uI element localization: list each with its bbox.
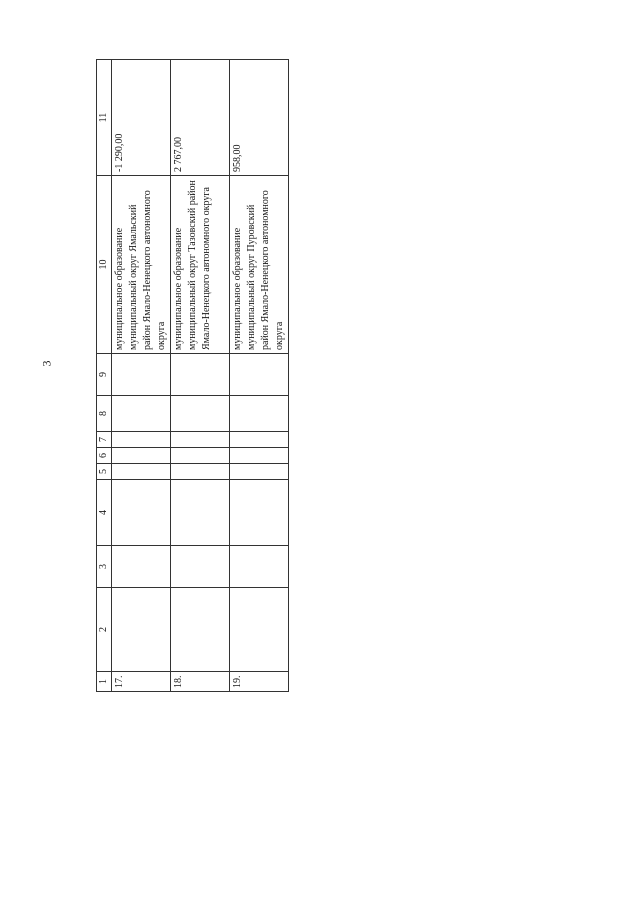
header-row [97, 60, 112, 692]
table-cell [230, 448, 289, 464]
column-header: 4 [97, 480, 112, 546]
column-header: 5 [97, 464, 112, 480]
column-header: 9 [97, 354, 112, 396]
column-header: 10 [97, 176, 112, 354]
row-number: 19. [230, 672, 289, 692]
amount-cell: -1 290,00 [112, 60, 171, 176]
table-cell [112, 464, 171, 480]
table-cell [171, 354, 230, 396]
table-cell [112, 480, 171, 546]
table-cell [230, 354, 289, 396]
table-cell [171, 588, 230, 672]
document-table-container [96, 60, 286, 692]
table-cell [112, 354, 171, 396]
table-row [171, 60, 230, 692]
recipient-cell: муниципальное образование муниципальный округ Ямальский район Ямало-Ненецкого автономного округа [112, 176, 171, 354]
table-cell [230, 480, 289, 546]
table-cell [171, 396, 230, 432]
table-cell [171, 448, 230, 464]
table-row [230, 60, 289, 692]
column-header: 1 [97, 672, 112, 692]
table-cell [230, 464, 289, 480]
table-cell [171, 480, 230, 546]
table-cell [112, 396, 171, 432]
table-cell [112, 432, 171, 448]
column-header: 11 [97, 60, 112, 176]
table-cell [230, 588, 289, 672]
column-header: 3 [97, 546, 112, 588]
recipient-cell: муниципальное образование муниципальный округ Пуровский район Ямало-Ненецкого автономного округа [230, 176, 289, 354]
column-header: 6 [97, 448, 112, 464]
row-number: 17. [112, 672, 171, 692]
page-number: 3 [39, 360, 54, 367]
amount-cell: 2 767,00 [171, 60, 230, 176]
table-cell [171, 432, 230, 448]
amount-cell: 958,00 [230, 60, 289, 176]
document-table [96, 59, 289, 692]
table-cell [230, 432, 289, 448]
column-header: 8 [97, 396, 112, 432]
column-header: 2 [97, 588, 112, 672]
row-number: 18. [171, 672, 230, 692]
table-row [112, 60, 171, 692]
table-cell [112, 448, 171, 464]
recipient-cell: муниципальное образование муниципальный округ Тазовский район Ямало-Ненецкого автономного округа [171, 176, 230, 354]
table-cell [112, 546, 171, 588]
table-cell [230, 396, 289, 432]
column-header: 7 [97, 432, 112, 448]
table-cell [112, 588, 171, 672]
table-cell [171, 546, 230, 588]
table-cell [171, 464, 230, 480]
table-cell [230, 546, 289, 588]
